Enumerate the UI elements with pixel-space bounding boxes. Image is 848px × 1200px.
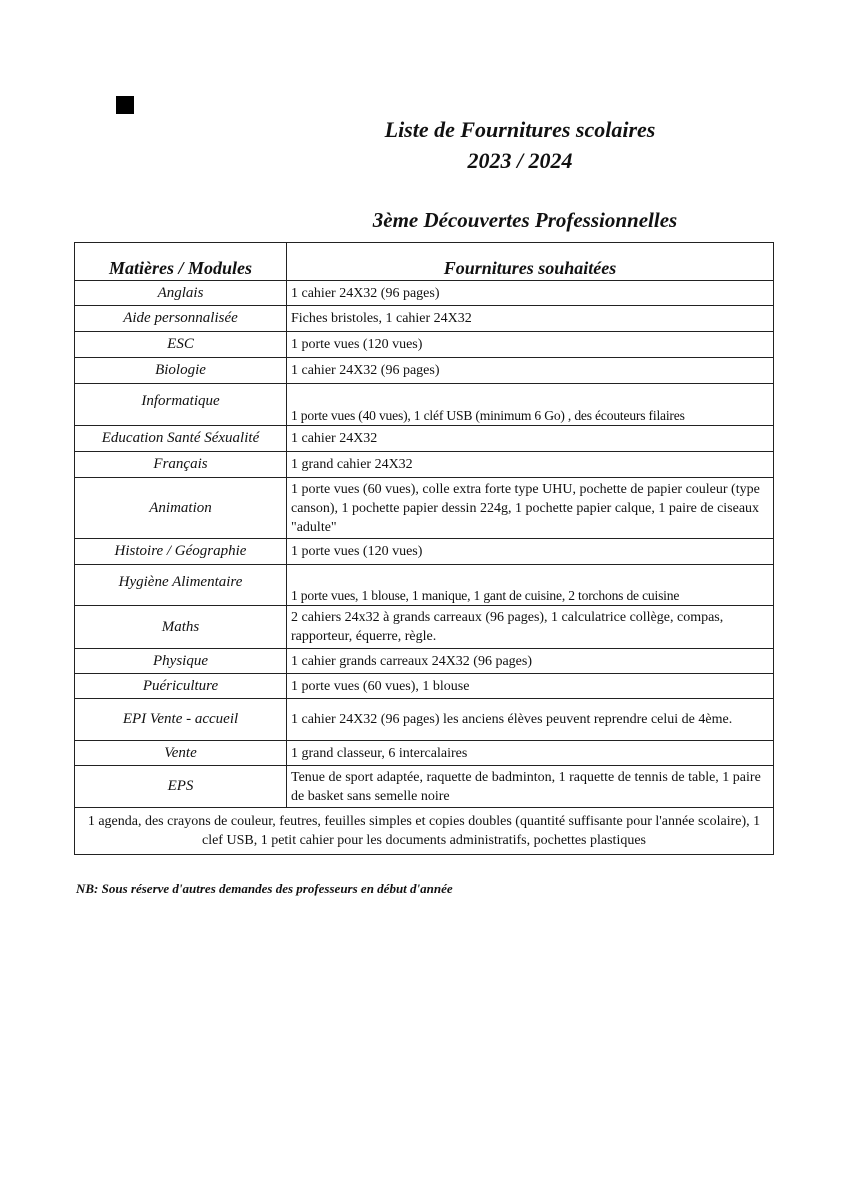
subject-cell: Hygiène Alimentaire [75, 565, 287, 606]
class-name: 3ème Découvertes Professionnelles [372, 208, 678, 232]
subject-cell: Français [75, 452, 287, 478]
subject-cell: ESC [75, 332, 287, 358]
supplies-cell: 1 porte vues, 1 blouse, 1 manique, 1 gant de cuisine, 2 torchons de cuisine [287, 565, 774, 606]
table-row [75, 674, 774, 699]
subject-cell: EPS [75, 766, 287, 808]
table-header-row [75, 243, 774, 281]
footnote: NB: Sous réserve d'autres demandes des professeurs en début d'année [76, 881, 453, 896]
table-row [75, 426, 774, 452]
subject-cell: Puériculture [75, 674, 287, 699]
table-row [75, 606, 774, 649]
table-row [75, 358, 774, 384]
supplies-cell: 1 porte vues (60 vues), 1 blouse [287, 674, 774, 699]
subject-cell: EPI Vente - accueil [75, 699, 287, 741]
supplies-cell: Fiches bristoles, 1 cahier 24X32 [287, 306, 774, 332]
table-row [75, 766, 774, 808]
subject-cell: Physique [75, 649, 287, 674]
table-row [75, 281, 774, 306]
table-row [75, 306, 774, 332]
table-row [75, 649, 774, 674]
subject-cell: Informatique [75, 384, 287, 426]
subject-cell: Aide personnalisée [75, 306, 287, 332]
table-row [75, 478, 774, 539]
supplies-cell: 1 porte vues (120 vues) [287, 332, 774, 358]
supplies-cell: 1 porte vues (40 vues), 1 cléf USB (minimum 6 Go) , des écouteurs filaires [287, 384, 774, 426]
subject-cell: Animation [75, 478, 287, 539]
subject-cell: Vente [75, 741, 287, 766]
supplies-cell: 1 cahier 24X32 (96 pages) [287, 281, 774, 306]
supplies-cell: 1 cahier grands carreaux 24X32 (96 pages) [287, 649, 774, 674]
supplies-cell: Tenue de sport adaptée, raquette de badminton, 1 raquette de tennis de table, 1 paire de basket sans semelle noire [287, 766, 774, 808]
black-square-mark [116, 96, 134, 114]
supplies-cell: 1 porte vues (60 vues), colle extra forte type UHU, pochette de papier couleur (type canson), 1 pochette papier dessin 224g, 1 pochette papier calque, 1 paire de ciseaux "adulte" [287, 478, 774, 539]
subject-cell: Biologie [75, 358, 287, 384]
table-row [75, 452, 774, 478]
column-header-subject: Matières / Modules [75, 243, 287, 281]
subject-cell: Maths [75, 606, 287, 649]
document-title: Liste de Fournitures scolaires [384, 117, 656, 142]
supplies-cell: 1 porte vues (120 vues) [287, 539, 774, 565]
column-header-supplies: Fournitures souhaitées [287, 243, 774, 281]
supplies-cell: 2 cahiers 24x32 à grands carreaux (96 pages), 1 calculatrice collège, compas, rapporteur, équerre, règle. [287, 606, 774, 649]
subject-cell: Education Santé Séxualité [75, 426, 287, 452]
subject-cell: Anglais [75, 281, 287, 306]
table-row [75, 699, 774, 741]
table-row [75, 384, 774, 426]
table-row [75, 565, 774, 606]
table-row [75, 741, 774, 766]
supplies-cell: 1 cahier 24X32 (96 pages) les anciens élèves peuvent reprendre celui de 4ème. [287, 699, 774, 741]
table-row [75, 332, 774, 358]
table-footer-row [75, 808, 774, 855]
supplies-cell: 1 grand cahier 24X32 [287, 452, 774, 478]
general-supplies-cell: 1 agenda, des crayons de couleur, feutres, feuilles simples et copies doubles (quantité suffisante pour l'année scolaire), 1 clef USB, 1 petit cahier pour les documents administratifs, pochettes plastiques [75, 808, 774, 855]
subject-cell: Histoire / Géographie [75, 539, 287, 565]
supplies-cell: 1 cahier 24X32 [287, 426, 774, 452]
table-row [75, 539, 774, 565]
supplies-cell: 1 cahier 24X32 (96 pages) [287, 358, 774, 384]
supplies-cell: 1 grand classeur, 6 intercalaires [287, 741, 774, 766]
school-year: 2023 / 2024 [467, 148, 573, 173]
supplies-table [74, 242, 774, 855]
